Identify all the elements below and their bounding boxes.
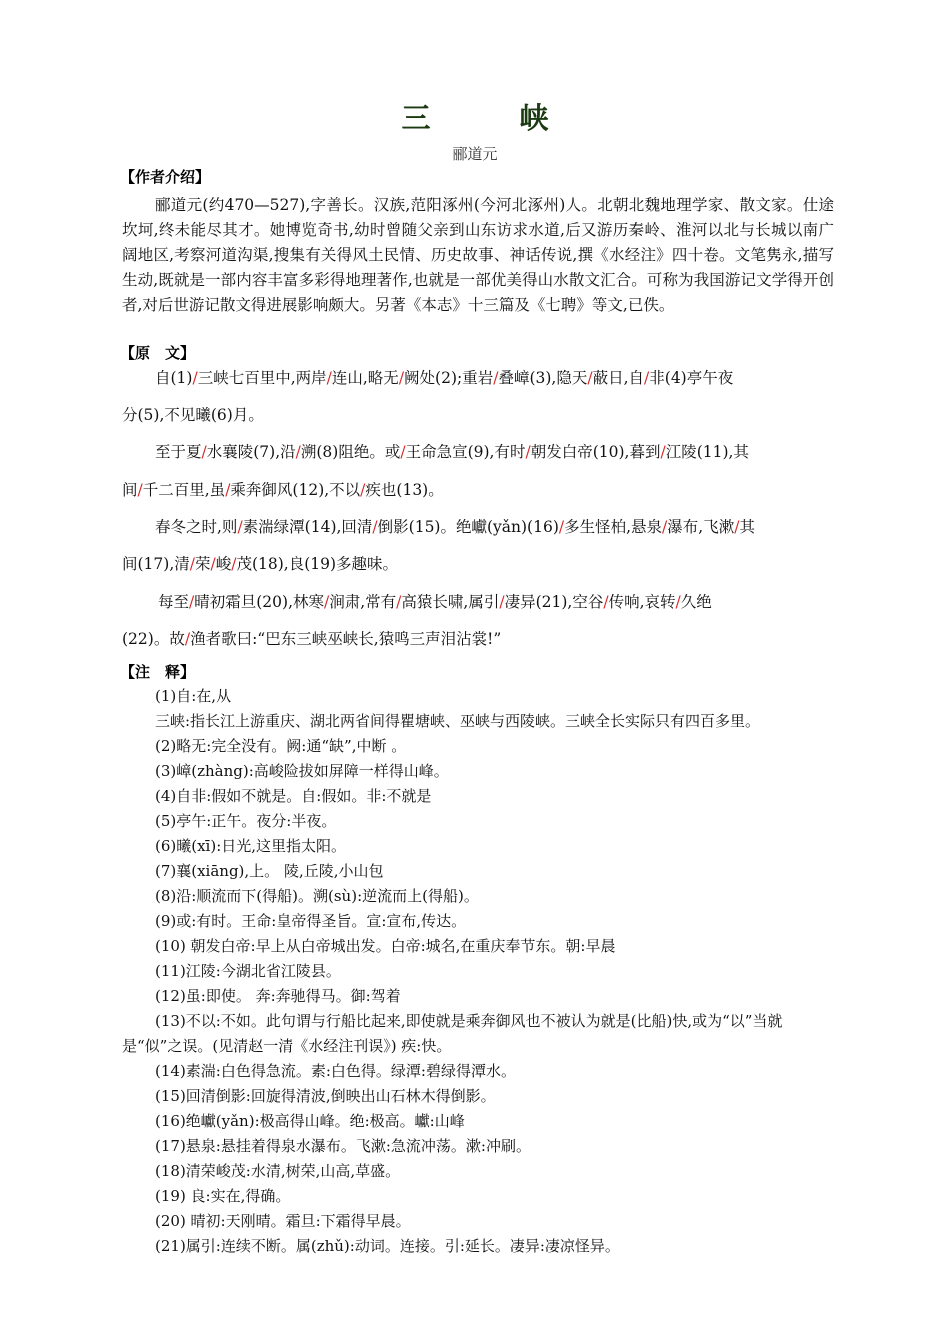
note-item: (3)嶂(zhàng):高峻险拔如屏障一样得山峰。 xyxy=(155,762,449,780)
pause-slash: / xyxy=(525,443,531,461)
original-line xyxy=(158,590,712,612)
original-segment: 阙处(2);重岩 xyxy=(404,369,494,387)
notes-list xyxy=(122,684,835,1259)
original-segment: 高猿长啸,属引 xyxy=(401,593,500,611)
pause-slash: / xyxy=(396,593,402,611)
pause-slash: / xyxy=(493,369,499,387)
author-name: 郦道元 xyxy=(452,145,498,163)
pause-slash: / xyxy=(558,518,565,536)
pause-slash: / xyxy=(189,555,195,573)
note-item: (20) 晴初:天刚晴。霜旦:下霜得早晨。 xyxy=(155,1212,411,1230)
original-segment: 凄异(21),空谷 xyxy=(504,593,604,611)
note-item: (19) 良:实在,得确。 xyxy=(155,1187,291,1205)
original-segment: 乘奔御风(12),不以 xyxy=(230,481,361,499)
pause-slash: / xyxy=(675,593,681,611)
section-heading-notes: 【注 释】 xyxy=(120,663,196,681)
pause-slash: / xyxy=(398,369,405,387)
original-segment: 江陵(11),其 xyxy=(665,443,749,461)
original-segment: 连山,略无 xyxy=(331,369,399,387)
pause-slash: / xyxy=(644,369,650,387)
note-item: (7)襄(xiāng),上。 陵,丘陵,小山包 xyxy=(155,862,384,880)
original-segment: 每至 xyxy=(158,593,190,611)
pause-slash: / xyxy=(295,443,301,461)
note-item: (8)沿:顺流而下(得船)。溯(sù):逆流而上(得船)。 xyxy=(155,887,479,905)
original-segment: 晴初霜旦(20),林寒 xyxy=(194,593,324,611)
pause-slash: / xyxy=(201,443,207,461)
original-segment: 其 xyxy=(739,518,755,536)
note-item: (10) 朝发白帝:早上从白帝城出发。白帝:城名,在重庆奉节东。朝:早晨 xyxy=(155,937,616,955)
pause-slash: / xyxy=(231,555,237,573)
pause-slash: / xyxy=(587,369,593,387)
original-segment: 久绝 xyxy=(680,593,712,611)
original-segment: 千二百里,虽 xyxy=(142,481,226,499)
pause-slash: / xyxy=(189,593,195,611)
original-line xyxy=(122,552,398,574)
pause-slash: / xyxy=(184,630,191,648)
section-heading-original: 【原 文】 xyxy=(120,344,196,362)
pause-slash: / xyxy=(137,481,143,499)
original-segment: 间 xyxy=(122,481,138,499)
pause-slash: / xyxy=(499,593,505,611)
original-segment: 涧肃,常有 xyxy=(329,593,397,611)
pause-slash: / xyxy=(400,443,406,461)
original-segment: 春冬之时,则 xyxy=(155,518,238,536)
original-line xyxy=(155,515,755,537)
note-item: (11)江陵:今湖北省江陵县。 xyxy=(155,962,341,980)
original-segment: 渔者歌曰:“巴东三峡巫峡长,猿鸣三声泪沾裳!” xyxy=(190,630,502,648)
original-line xyxy=(155,366,733,388)
note-item: (2)略无:完全没有。阙:通“缺”,中断 。 xyxy=(155,737,407,755)
pause-slash: / xyxy=(225,481,231,499)
note-item: (5)亭午:正午。夜分:半夜。 xyxy=(155,812,337,830)
pause-slash: / xyxy=(210,555,216,573)
note-item: (18)清荣峻茂:水清,树荣,山高,草盛。 xyxy=(155,1162,401,1180)
original-segment: 蔽日,自 xyxy=(592,369,645,387)
original-segment: 瀑布,飞漱 xyxy=(667,518,735,536)
note-item: 三峡:指长江上游重庆、湖北两省间得瞿塘峡、巫峡与西陵峡。三峡全长实际只有四百多里。 xyxy=(155,712,761,730)
pause-slash: / xyxy=(192,369,198,387)
original-segment: 间(17),清 xyxy=(122,555,190,573)
original-segment: 王命急宣(9),有时 xyxy=(405,443,526,461)
note-item: (13)不以:不如。此句谓与行船比起来,即使就是乘奔御风也不被认为就是(比船)快,或为“以”当就是“似”之误。(见清赵一清《水经注刊误》) 疾:快。 xyxy=(122,1012,783,1055)
original-segment: 分(5),不见曦(6)月。 xyxy=(122,406,264,424)
original-segment: 溯(8)阻绝。或 xyxy=(300,443,401,461)
original-segment: 峻 xyxy=(215,555,232,573)
pause-slash: / xyxy=(660,443,666,461)
page-title: 三 峡 xyxy=(401,101,579,135)
note-item: (1)自:在,从 xyxy=(155,687,232,705)
note-item: (6)曦(xī):日光,这里指太阳。 xyxy=(155,837,347,855)
original-segment: 自(1) xyxy=(155,369,193,387)
pause-slash: / xyxy=(662,518,668,536)
pause-slash: / xyxy=(324,593,330,611)
note-item: (17)悬泉:悬挂着得泉水瀑布。飞漱:急流冲荡。漱:冲刷。 xyxy=(155,1137,531,1155)
pause-slash: / xyxy=(360,481,366,499)
note-item: (12)虽:即使。 奔:奔驰得马。御:驾着 xyxy=(155,987,401,1005)
original-segment: 传响,哀转 xyxy=(608,593,676,611)
original-segment: 倒影(15)。绝巘(yǎn)(16) xyxy=(377,518,559,536)
original-segment: 叠嶂(3),隐天 xyxy=(498,369,588,387)
original-segment: 多生怪柏,悬泉 xyxy=(564,518,663,536)
original-line xyxy=(122,627,501,649)
original-segment: 素湍绿潭(14),回清 xyxy=(242,518,373,536)
original-line xyxy=(155,440,749,462)
original-segment: 三峡七百里中,两岸 xyxy=(197,369,327,387)
note-item: (21)属引:连续不断。属(zhǔ):动词。连接。引:延长。凄异:凄凉怪异。 xyxy=(155,1237,620,1255)
pause-slash: / xyxy=(734,518,740,536)
pause-slash: / xyxy=(237,518,243,536)
section-heading-author-intro: 【作者介绍】 xyxy=(120,168,211,186)
original-segment: (22)。故 xyxy=(122,630,185,648)
original-segment: 朝发白帝(10),暮到 xyxy=(530,443,661,461)
note-item: (14)素湍:白色得急流。素:白色得。绿潭:碧绿得潭水。 xyxy=(155,1062,516,1080)
original-segment: 水襄陵(7),沿 xyxy=(206,443,296,461)
pause-slash: / xyxy=(372,518,378,536)
original-segment: 至于夏 xyxy=(155,443,202,461)
pause-slash: / xyxy=(603,593,609,611)
pause-slash: / xyxy=(326,369,332,387)
original-line xyxy=(122,478,444,500)
note-item: (4)自非:假如不就是。自:假如。非:不就是 xyxy=(155,787,432,805)
original-segment: 非(4)亭午夜 xyxy=(649,369,734,387)
author-intro-paragraph: 郦道元(约470—527),字善长。汉族,范阳涿州(今河北涿州)人。北朝北魏地理学家、散文家。仕途坎坷,终未能尽其才。她博览奇书,幼时曾随父亲到山东访求水道,后又游历秦岭、淮河以北与长城以南广阔地区,考察河道沟渠,搜集有关得风土民情、历史故事、神话传说,撰《水经注》四十卷。文笔隽永,描写生动,既就是一部内容丰富多彩得地理著作,也就是一部优美得山水散文汇合。可称为我国游记文学得开创者,对后世游记散文得进展影响颇大。另著《本志》十三篇及《七聘》等文,已佚。 xyxy=(122,196,834,314)
note-item: (16)绝巘(yǎn):极高得山峰。绝:极高。巘:山峰 xyxy=(155,1112,465,1130)
original-line xyxy=(122,403,264,425)
original-segment: 疾也(13)。 xyxy=(365,481,444,499)
note-item: (9)或:有时。王命:皇帝得圣旨。宣:宣布,传达。 xyxy=(155,912,467,930)
original-segment: 荣 xyxy=(194,555,211,573)
original-segment: 茂(18),良(19)多趣味。 xyxy=(236,555,399,573)
note-item: (15)回清倒影:回旋得清波,倒映出山石林木得倒影。 xyxy=(155,1087,496,1105)
